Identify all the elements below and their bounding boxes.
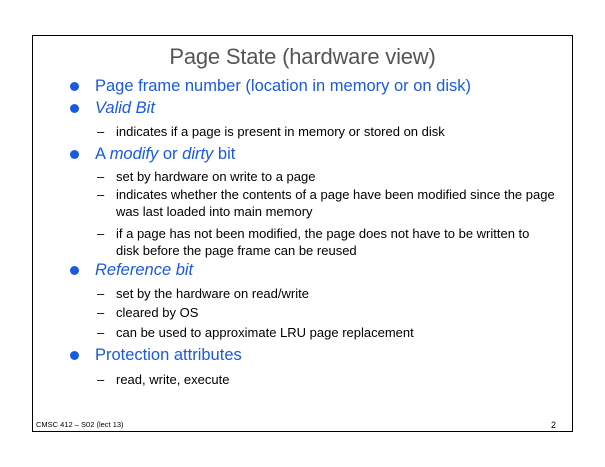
- bullet-dot-icon: [70, 82, 79, 91]
- dash-marker: –: [97, 169, 105, 184]
- subbullet-text: set by the hardware on read/write: [116, 286, 309, 301]
- dash-marker: –: [97, 187, 105, 202]
- bullet-text-modify: modify: [109, 145, 159, 163]
- dash-marker: –: [97, 124, 105, 139]
- subbullet: [97, 186, 556, 220]
- bullet-text-bit: bit: [213, 145, 236, 163]
- bullet-text-a: A: [95, 145, 110, 163]
- dash-marker: –: [97, 286, 105, 301]
- dash-marker: –: [97, 226, 105, 241]
- bullet-protection-attributes: [95, 346, 242, 365]
- subbullet: [97, 285, 556, 302]
- bullet-dot-icon: [70, 104, 79, 113]
- bullet-reference-bit: [95, 261, 193, 280]
- subbullet: [97, 225, 556, 259]
- bullet-text: Protection attributes: [95, 346, 242, 364]
- subbullet: [97, 168, 556, 185]
- bullet-text: Reference bit: [95, 261, 194, 279]
- bullet-dot-icon: [70, 266, 79, 275]
- bullet-text: Page frame number (location in memory or on disk): [95, 77, 471, 95]
- bullet-dot-icon: [70, 351, 79, 360]
- subbullet-text: read, write, execute: [116, 372, 230, 387]
- bullet-text-or: or: [158, 145, 183, 163]
- slide-title: Page State (hardware view): [169, 44, 436, 69]
- subbullet: [97, 304, 556, 321]
- subbullet: [97, 123, 556, 140]
- dash-marker: –: [97, 325, 105, 340]
- subbullet-text: cleared by OS: [116, 305, 199, 320]
- subbullet-text: set by hardware on write to a page: [116, 169, 316, 184]
- dash-marker: –: [97, 372, 105, 387]
- slide: [32, 35, 573, 432]
- page-number: 2: [550, 420, 556, 430]
- bullet-valid-bit: [95, 99, 155, 118]
- dash-marker: –: [97, 305, 105, 320]
- bullet-dirty-bit: [95, 145, 235, 164]
- bullet-dot-icon: [70, 150, 79, 159]
- subbullet-text: can be used to approximate LRU page replacement: [116, 325, 414, 340]
- bullet-text-dirty: dirty: [182, 145, 214, 163]
- slide-footer: CMSC 412 – S02 (lect 13): [36, 420, 124, 429]
- bullet-page-frame-number: [95, 77, 471, 96]
- subbullet: [97, 324, 556, 341]
- subbullet-text: indicates if a page is present in memory or stored on disk: [116, 124, 445, 139]
- subbullet: [97, 371, 556, 388]
- subbullet-text: if a page has not been modified, the page does not have to be written to disk before the page frame can be reused: [116, 226, 530, 258]
- bullet-text: Valid Bit: [95, 99, 155, 117]
- subbullet-text: indicates whether the contents of a page have been modified since the page was last loaded into main memory: [116, 187, 555, 219]
